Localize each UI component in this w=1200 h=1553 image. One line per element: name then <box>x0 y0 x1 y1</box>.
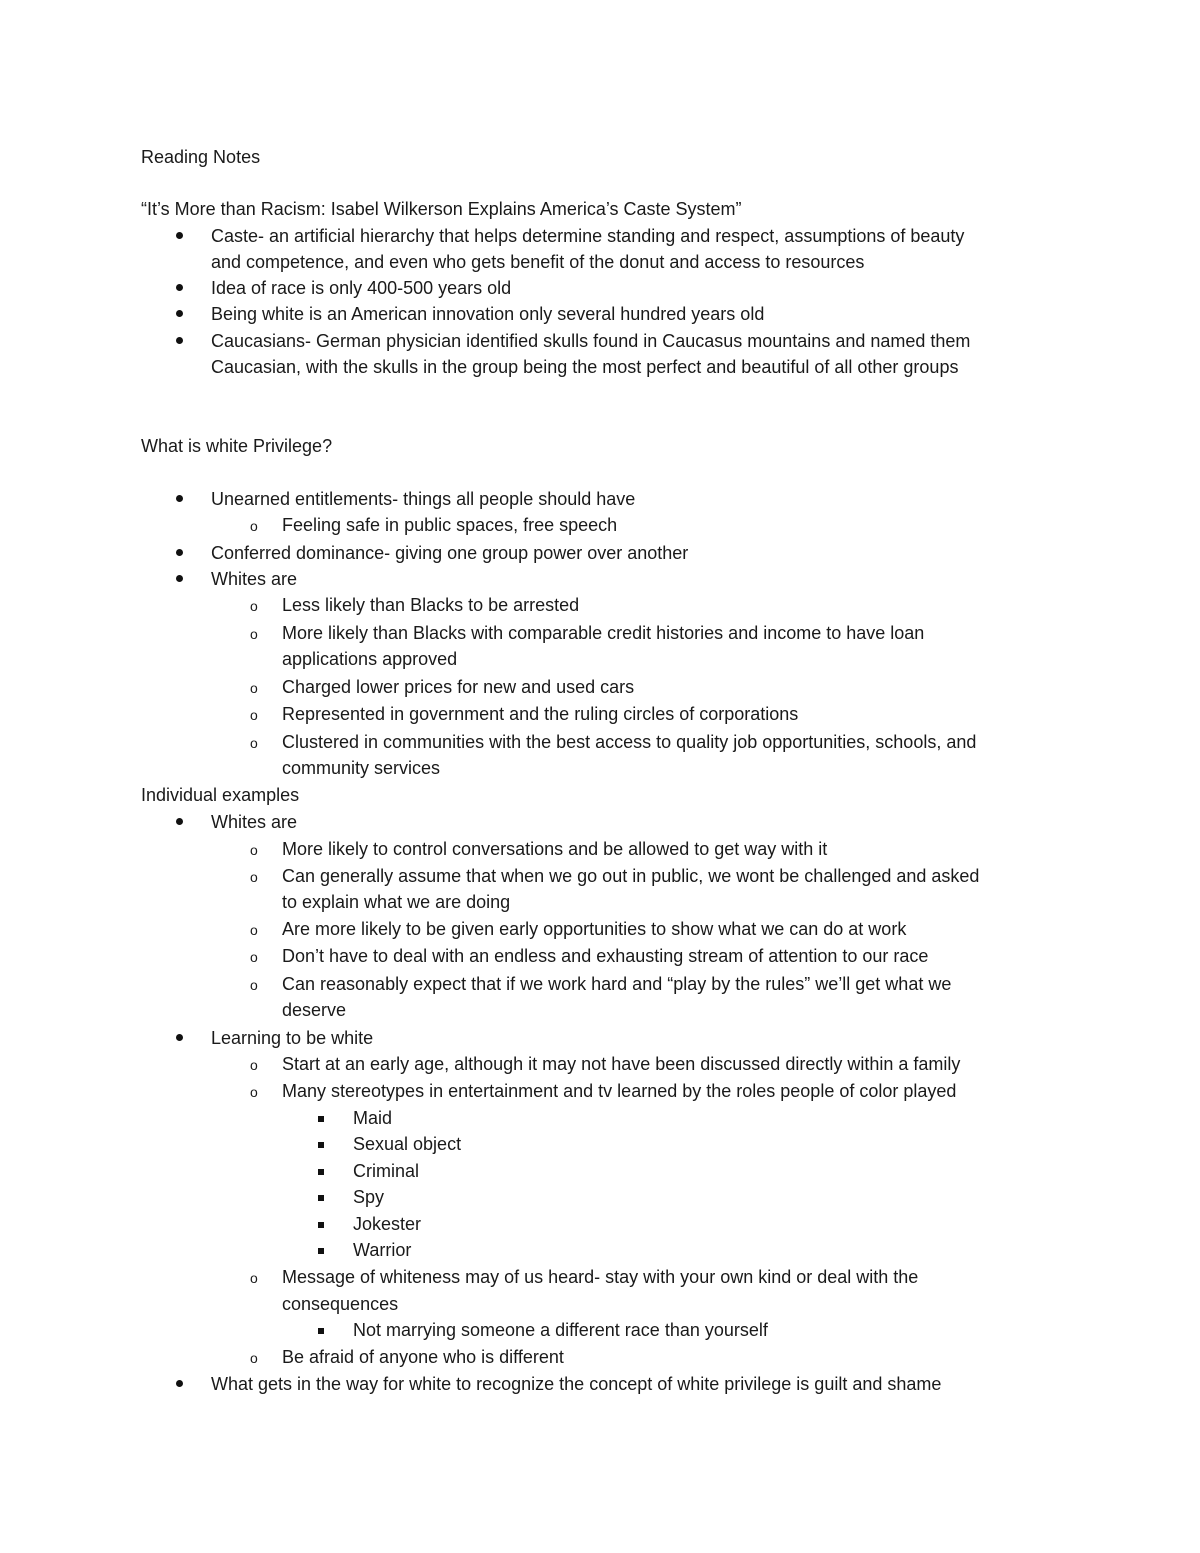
article-bullet-4-line-2: Caucasian, with the skulls in the group being the most perfect and beautiful of all other groups <box>211 357 959 377</box>
article-heading: “It’s More than Racism: Isabel Wilkerson Explains America’s Caste System” <box>141 199 742 219</box>
bullet-dot <box>176 1380 183 1387</box>
privilege-sub-2-line-2: applications approved <box>282 649 458 669</box>
privilege-sub-1: Less likely than Blacks to be arrested <box>282 595 580 615</box>
stereotype-item-2: Sexual object <box>353 1134 462 1154</box>
bullet-dot <box>176 575 183 582</box>
stereotype-item-4: Spy <box>353 1187 385 1207</box>
bullet-dot <box>176 818 183 825</box>
message-item-1: Not marrying someone a different race than yourself <box>353 1320 768 1340</box>
individual-bullet-1: Whites are <box>211 812 298 832</box>
square-bullet <box>318 1328 324 1334</box>
bullet-dot <box>176 495 183 502</box>
privilege-sub-5-line-1: Clustered in communities with the best access to quality job opportunities, schools, and <box>282 732 977 752</box>
privilege-bullet-2: Conferred dominance- giving one group power over another <box>211 543 689 563</box>
sub-bullet-marker: o <box>250 949 258 965</box>
privilege-bullet-1-sub-1: Feeling safe in public spaces, free speech <box>282 515 618 535</box>
bullet-dot <box>176 1034 183 1041</box>
sub-bullet-marker: o <box>250 735 258 751</box>
sub-bullet-marker: o <box>250 707 258 723</box>
sub-bullet-marker: o <box>250 1057 258 1073</box>
sub-bullet-marker: o <box>250 977 258 993</box>
stereotype-item-1: Maid <box>353 1108 393 1128</box>
learning-sub-2: Many stereotypes in entertainment and tv learned by the roles people of color played <box>282 1081 957 1101</box>
stereotype-item-3: Criminal <box>353 1161 420 1181</box>
sub-bullet-marker: o <box>250 1084 258 1100</box>
learning-sub-4: Be afraid of anyone who is different <box>282 1347 564 1367</box>
stereotype-item-6: Warrior <box>353 1240 412 1260</box>
sub-bullet-marker: o <box>250 598 258 614</box>
square-bullet <box>318 1195 324 1201</box>
privilege-bullet-1: Unearned entitlements- things all people should have <box>211 489 636 509</box>
sub-bullet-marker: o <box>250 626 258 642</box>
sub-bullet-marker: o <box>250 869 258 885</box>
stereotype-item-5: Jokester <box>353 1214 422 1234</box>
privilege-bullet-3: Whites are <box>211 569 298 589</box>
privilege-sub-5-line-2: community services <box>282 758 441 778</box>
bullet-dot <box>176 337 183 344</box>
individual-sub-3: Are more likely to be given early opportunities to show what we can do at work <box>282 919 907 939</box>
privilege-sub-4: Represented in government and the ruling circles of corporations <box>282 704 799 724</box>
individual-sub-1: More likely to control conversations and be allowed to get way with it <box>282 839 828 859</box>
bullet-dot <box>176 232 183 239</box>
bullet-dot <box>176 549 183 556</box>
individual-sub-4: Don’t have to deal with an endless and exhausting stream of attention to our race <box>282 946 929 966</box>
learning-sub-3-line-2: consequences <box>282 1294 399 1314</box>
square-bullet <box>318 1142 324 1148</box>
article-bullet-3: Being white is an American innovation only several hundred years old <box>211 304 765 324</box>
square-bullet <box>318 1169 324 1175</box>
sub-bullet-marker: o <box>250 842 258 858</box>
privilege-heading: What is white Privilege? <box>141 436 333 456</box>
square-bullet <box>318 1222 324 1228</box>
individual-sub-2-line-2: to explain what we are doing <box>282 892 511 912</box>
article-bullet-1-line-1: Caste- an artificial hierarchy that helps determine standing and respect, assumptions of beauty <box>211 226 965 246</box>
doc-title: Reading Notes <box>141 147 261 167</box>
square-bullet <box>318 1248 324 1254</box>
sub-bullet-marker: o <box>250 680 258 696</box>
learning-sub-3-line-1: Message of whiteness may of us heard- stay with your own kind or deal with the <box>282 1267 919 1287</box>
sub-bullet-marker: o <box>250 1270 258 1286</box>
sub-bullet-marker: o <box>250 922 258 938</box>
privilege-sub-2-line-1: More likely than Blacks with comparable credit histories and income to have loan <box>282 623 925 643</box>
individual-bullet-2: Learning to be white <box>211 1028 374 1048</box>
bullet-dot <box>176 284 183 291</box>
individual-sub-2-line-1: Can generally assume that when we go out in public, we wont be challenged and asked <box>282 866 980 886</box>
article-bullet-2: Idea of race is only 400-500 years old <box>211 278 512 298</box>
article-bullet-1-line-2: and competence, and even who gets benefit of the donut and access to resources <box>211 252 865 272</box>
square-bullet <box>318 1116 324 1122</box>
individual-heading: Individual examples <box>141 785 300 805</box>
sub-bullet-marker: o <box>250 518 258 534</box>
article-bullet-4-line-1: Caucasians- German physician identified skulls found in Caucasus mountains and named them <box>211 331 971 351</box>
learning-sub-1: Start at an early age, although it may not have been discussed directly within a family <box>282 1054 961 1074</box>
individual-sub-5-line-1: Can reasonably expect that if we work hard and “play by the rules” we’ll get what we <box>282 974 952 994</box>
bullet-dot <box>176 310 183 317</box>
sub-bullet-marker: o <box>250 1350 258 1366</box>
individual-bullet-3: What gets in the way for white to recognize the concept of white privilege is guilt and shame <box>211 1374 942 1394</box>
individual-sub-5-line-2: deserve <box>282 1000 347 1020</box>
privilege-sub-3: Charged lower prices for new and used cars <box>282 677 635 697</box>
